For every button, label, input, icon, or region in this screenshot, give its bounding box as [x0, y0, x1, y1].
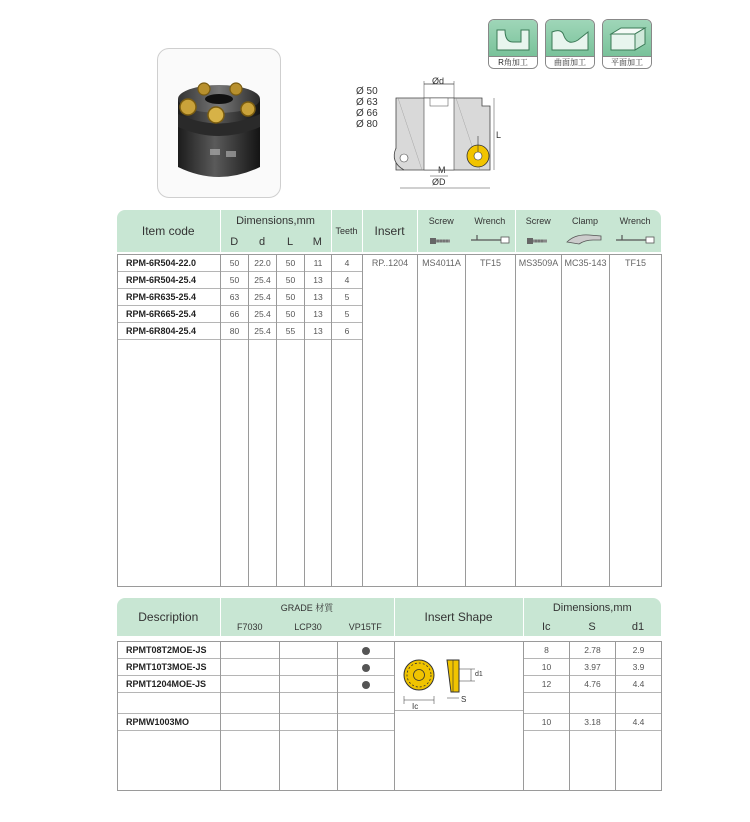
face-machining-icon: [603, 20, 651, 56]
dim-d-column: [249, 255, 277, 587]
ic-value: 10: [524, 659, 569, 676]
s-value: 4.76: [570, 676, 615, 693]
screw-icon: [417, 231, 465, 252]
insert-shape-column: [395, 642, 524, 791]
grade-vp15tf-column: [338, 642, 395, 791]
keyway-label: M: [438, 165, 446, 175]
item-code: RPM-6R504-22.0: [118, 255, 220, 272]
dim-d-value: 25.4: [249, 289, 276, 306]
cutter-table-body: [117, 254, 662, 587]
diameter-label: Ø 66: [356, 108, 378, 119]
wrench-header: Wrench: [465, 210, 515, 231]
dim-col-d1: d1: [615, 617, 661, 636]
dim-L-value: 50: [277, 306, 304, 323]
dim-D-value: 50: [221, 255, 248, 272]
cutter-dimension-drawing: [356, 76, 506, 200]
machining-type-face: [602, 19, 652, 69]
d1-value: 4.4: [616, 676, 661, 693]
insert-table-header: [117, 598, 661, 636]
dim-d-value: 25.4: [249, 272, 276, 289]
grade-col-f7030: F7030: [220, 617, 279, 636]
screw2-value: MS3509A: [516, 255, 562, 587]
machining-type-label: 曲面加工: [546, 56, 594, 69]
milling-cutter-photo: [158, 49, 280, 197]
grade-available-dot: [362, 647, 370, 655]
dim-col-s: S: [569, 617, 615, 636]
screw-header: Screw: [417, 210, 465, 231]
grade-lcp30-column: [280, 642, 338, 791]
dim-d-value: 25.4: [249, 323, 276, 340]
machining-type-curved: [545, 19, 595, 69]
machining-type-r-corner: [488, 19, 538, 69]
dim-D-value: 80: [221, 323, 248, 340]
dim-col-d: d: [248, 231, 276, 252]
d1-value: 2.9: [616, 642, 661, 659]
grade-available-dot: [362, 681, 370, 689]
item-code-column: [118, 255, 221, 587]
wrench2-value: TF15: [624, 258, 646, 268]
item-code: RPM-6R504-25.4: [118, 272, 220, 289]
dim-L-value: 55: [277, 323, 304, 340]
clamp-header: Clamp: [561, 210, 609, 231]
teeth-header: Teeth: [331, 210, 362, 252]
dim-col-M: M: [304, 231, 331, 252]
machining-type-label: R角加工: [489, 56, 537, 69]
dim-D-value: 63: [221, 289, 248, 306]
product-photo-frame: [157, 48, 281, 198]
s-value: 2.78: [570, 642, 615, 659]
screw2-header: Screw: [515, 210, 561, 231]
wrench-icon: [609, 231, 661, 252]
dim-M-value: 13: [305, 323, 331, 340]
insert-code: RPMT1204MOE-JS: [118, 676, 220, 693]
diameter-label: Ø 80: [356, 119, 378, 130]
item-code: RPM-6R804-25.4: [118, 323, 220, 340]
machining-type-label: 平面加工: [603, 56, 651, 69]
insert-dimensions-header: Dimensions,mm: [523, 598, 661, 617]
shape-ic-label: Ic: [412, 702, 419, 711]
teeth-column: [332, 255, 363, 587]
d1-value: 4.4: [616, 714, 661, 731]
teeth-value: 4: [332, 255, 362, 272]
length-label: L: [496, 130, 502, 140]
dim-d-value: 25.4: [249, 306, 276, 323]
dim-L-column: [277, 255, 305, 587]
grade-header: GRADE 材質: [220, 598, 394, 617]
dim-M-value: 13: [305, 306, 331, 323]
dim-D-column: [221, 255, 249, 587]
dim-ic-column: [524, 642, 570, 791]
insert-table-body: [117, 641, 662, 791]
shape-s-label: S: [461, 695, 467, 704]
diameter-label: Ø 50: [356, 86, 378, 97]
dim-s-column: [570, 642, 616, 791]
dim-M-column: [305, 255, 332, 587]
item-code: RPM-6R635-25.4: [118, 289, 220, 306]
r-corner-machining-icon: [489, 20, 537, 56]
wrench2-header: Wrench: [609, 210, 661, 231]
teeth-value: 5: [332, 306, 362, 323]
diameter-label: Ø 63: [356, 97, 378, 108]
diameter-list: [356, 86, 378, 130]
cross-section-svg: [386, 76, 506, 200]
wrench-value: TF15: [466, 255, 516, 587]
ic-value: 12: [524, 676, 569, 693]
shape-d1-label: d1: [475, 671, 483, 678]
dim-D-value: 50: [221, 272, 248, 289]
dim-M-value: 11: [305, 255, 331, 272]
screw-value: MS4011A: [418, 255, 466, 587]
dimensions-header: Dimensions,mm: [220, 210, 331, 231]
clamp-icon: [561, 231, 609, 252]
description-header: Description: [117, 598, 220, 636]
dim-M-value: 13: [305, 289, 331, 306]
dim-L-value: 50: [277, 272, 304, 289]
s-value: 3.18: [570, 714, 615, 731]
teeth-value: 4: [332, 272, 362, 289]
dim-d-value: 22.0: [249, 255, 276, 272]
grade-available-dot: [362, 664, 370, 672]
cutter-table-header: [117, 210, 662, 252]
dim-col-L: L: [276, 231, 304, 252]
item-code: RPM-6R665-25.4: [118, 306, 220, 323]
insert-value: RP..1204: [363, 255, 418, 587]
ic-value: 10: [524, 714, 569, 731]
dim-d1-column: [616, 642, 662, 791]
dim-M-value: 13: [305, 272, 331, 289]
screw-icon: [515, 231, 561, 252]
teeth-value: 6: [332, 323, 362, 340]
item-code-header: Item code: [117, 210, 220, 252]
grade-col-lcp30: LCP30: [279, 617, 337, 636]
dim-D-value: 66: [221, 306, 248, 323]
insert-code: RPMW1003MO: [118, 714, 220, 731]
insert-shape-drawing: [395, 642, 523, 711]
s-value: 3.97: [570, 659, 615, 676]
curved-surface-machining-icon: [546, 20, 594, 56]
insert-code: RPMT10T3MOE-JS: [118, 659, 220, 676]
teeth-value: 5: [332, 289, 362, 306]
clamp-value: MC35-143: [562, 255, 610, 587]
dim-col-ic: Ic: [523, 617, 569, 636]
insert-shape-header: Insert Shape: [394, 598, 523, 636]
insert-header: Insert: [362, 210, 417, 252]
dim-col-D: D: [220, 231, 248, 252]
outer-diameter-label: ØD: [432, 177, 446, 187]
dim-L-value: 50: [277, 255, 304, 272]
d1-value: 3.9: [616, 659, 661, 676]
bore-diameter-label: Ød: [432, 76, 445, 86]
ic-value: 8: [524, 642, 569, 659]
wrench-icon: [465, 231, 515, 252]
grade-f7030-column: [221, 642, 280, 791]
description-column: [118, 642, 221, 791]
dim-L-value: 50: [277, 289, 304, 306]
grade-col-vp15tf: VP15TF: [337, 617, 394, 636]
insert-code: RPMT08T2MOE-JS: [118, 642, 220, 659]
